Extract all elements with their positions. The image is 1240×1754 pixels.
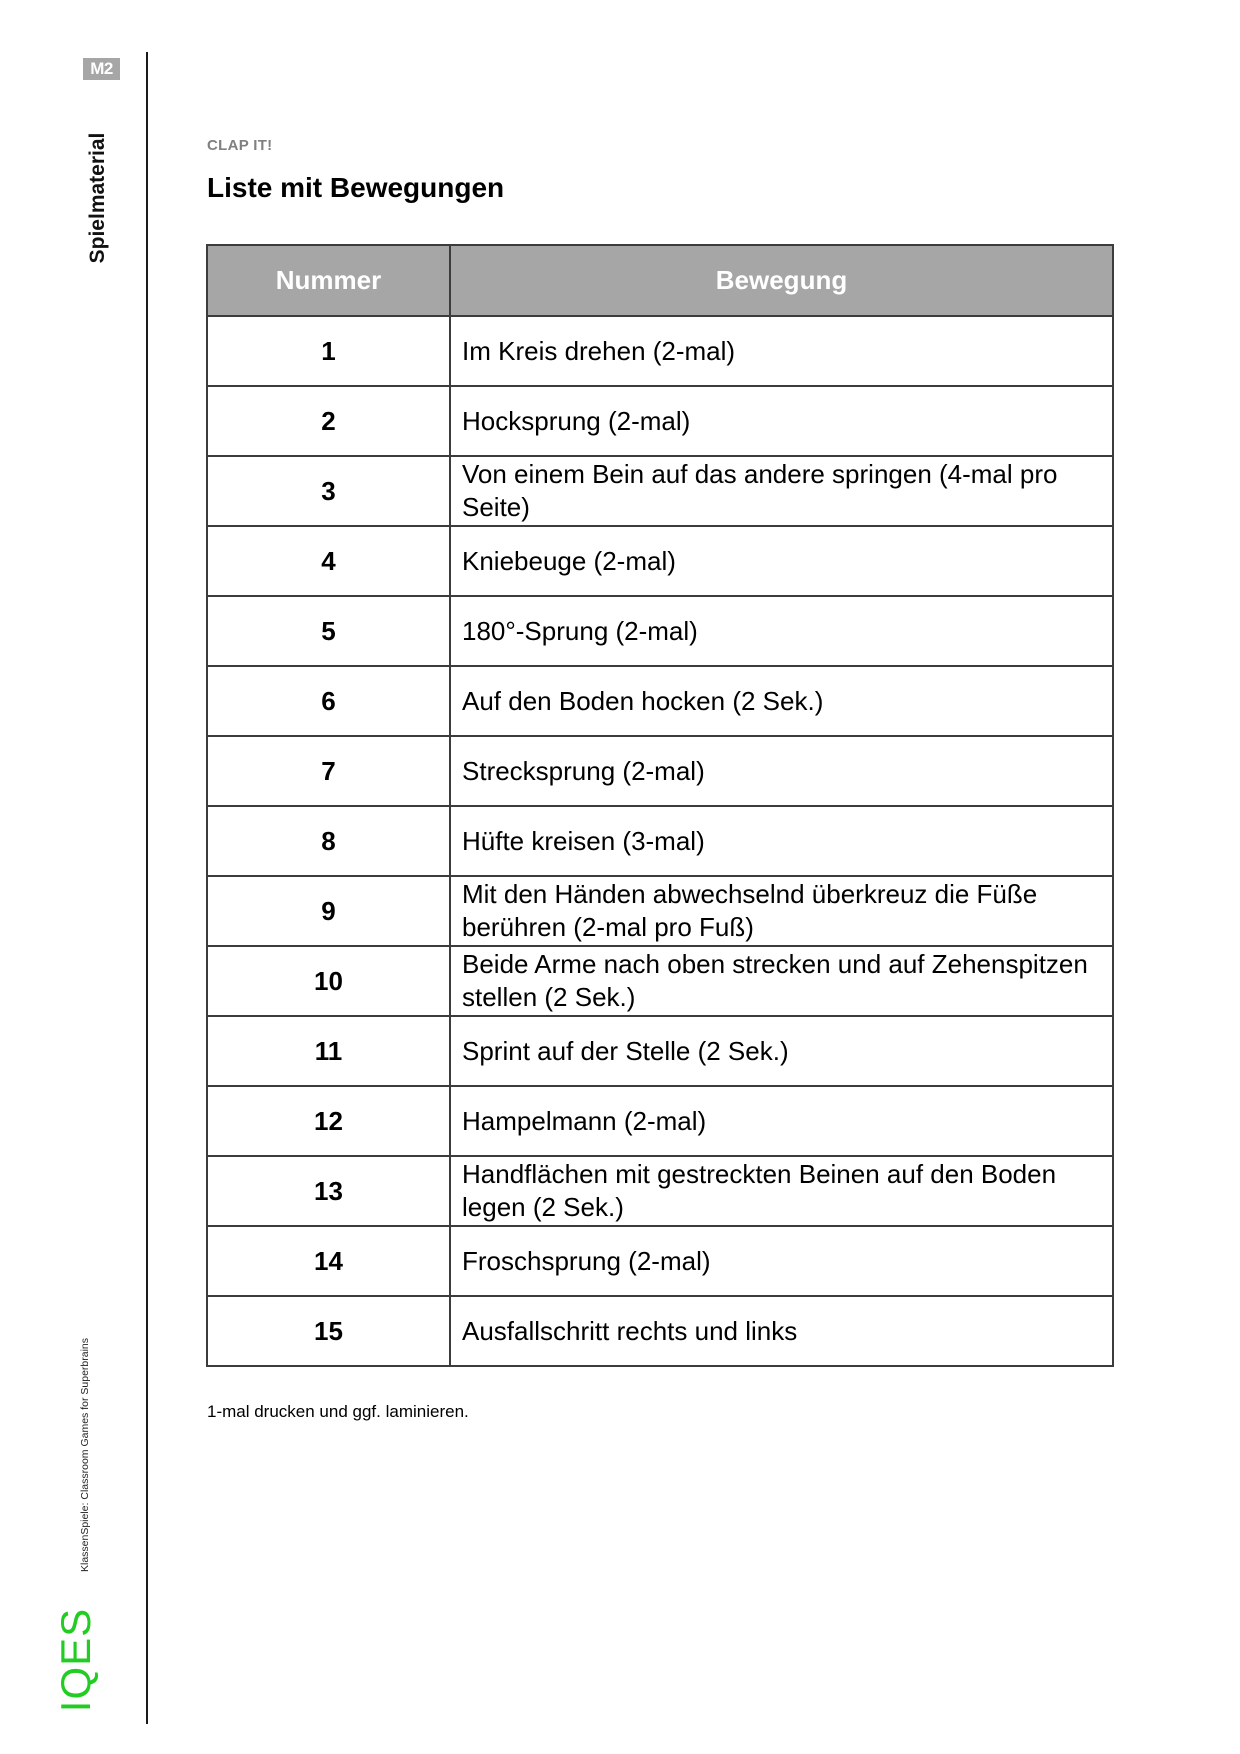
table-row bbox=[207, 806, 1113, 876]
table-row bbox=[207, 456, 1113, 526]
table-row bbox=[207, 946, 1113, 1016]
table-row bbox=[207, 1226, 1113, 1296]
row-movement: Hampelmann (2-mal) bbox=[450, 1086, 1113, 1156]
footnote: 1-mal drucken und ggf. laminieren. bbox=[207, 1402, 469, 1421]
section-label: Spielmaterial bbox=[86, 132, 109, 264]
table-header-row bbox=[207, 245, 1113, 316]
table-row bbox=[207, 876, 1113, 946]
table-row bbox=[207, 596, 1113, 666]
row-number: 14 bbox=[207, 1226, 450, 1296]
row-movement: Handflächen mit gestreckten Beinen auf den Boden legen (2 Sek.) bbox=[450, 1156, 1113, 1226]
row-number: 11 bbox=[207, 1016, 450, 1086]
row-number: 1 bbox=[207, 316, 450, 386]
movements-table bbox=[206, 244, 1114, 1367]
row-movement: Hüfte kreisen (3-mal) bbox=[450, 806, 1113, 876]
row-movement: Im Kreis drehen (2-mal) bbox=[450, 316, 1113, 386]
row-movement: Auf den Boden hocken (2 Sek.) bbox=[450, 666, 1113, 736]
row-number: 6 bbox=[207, 666, 450, 736]
row-movement: Sprint auf der Stelle (2 Sek.) bbox=[450, 1016, 1113, 1086]
table-row bbox=[207, 316, 1113, 386]
table-row bbox=[207, 736, 1113, 806]
row-number: 10 bbox=[207, 946, 450, 1016]
table-row bbox=[207, 526, 1113, 596]
row-number: 15 bbox=[207, 1296, 450, 1366]
column-header-number: Nummer bbox=[207, 245, 450, 316]
row-movement: Strecksprung (2-mal) bbox=[450, 736, 1113, 806]
row-number: 3 bbox=[207, 456, 450, 526]
row-number: 7 bbox=[207, 736, 450, 806]
row-movement: Mit den Händen abwechselnd überkreuz die Füße berühren (2-mal pro Fuß) bbox=[450, 876, 1113, 946]
row-movement: Von einem Bein auf das andere springen (4-mal pro Seite) bbox=[450, 456, 1113, 526]
row-movement: Kniebeuge (2-mal) bbox=[450, 526, 1113, 596]
margin-rule bbox=[146, 52, 148, 1724]
column-header-movement: Bewegung bbox=[450, 245, 1113, 316]
row-movement: Froschsprung (2-mal) bbox=[450, 1226, 1113, 1296]
page-title: Liste mit Bewegungen bbox=[207, 172, 505, 203]
table-row bbox=[207, 1156, 1113, 1226]
row-movement: Beide Arme nach oben strecken und auf Zehenspitzen stellen (2 Sek.) bbox=[450, 946, 1113, 1016]
row-number: 5 bbox=[207, 596, 450, 666]
material-badge: M2 bbox=[83, 58, 120, 80]
table-row bbox=[207, 1086, 1113, 1156]
table-row bbox=[207, 1296, 1113, 1366]
table-row bbox=[207, 666, 1113, 736]
row-movement: 180°-Sprung (2-mal) bbox=[450, 596, 1113, 666]
row-number: 12 bbox=[207, 1086, 450, 1156]
row-number: 9 bbox=[207, 876, 450, 946]
table-row bbox=[207, 386, 1113, 456]
iqes-logo: IQES bbox=[52, 1607, 99, 1713]
row-number: 2 bbox=[207, 386, 450, 456]
row-number: 8 bbox=[207, 806, 450, 876]
publication-credit: KlassenSpiele: Classroom Games for Superbrains bbox=[79, 1337, 91, 1573]
row-movement: Hocksprung (2-mal) bbox=[450, 386, 1113, 456]
row-number: 13 bbox=[207, 1156, 450, 1226]
row-movement: Ausfallschritt rechts und links bbox=[450, 1296, 1113, 1366]
row-number: 4 bbox=[207, 526, 450, 596]
game-name: CLAP IT! bbox=[207, 137, 273, 154]
table-row bbox=[207, 1016, 1113, 1086]
